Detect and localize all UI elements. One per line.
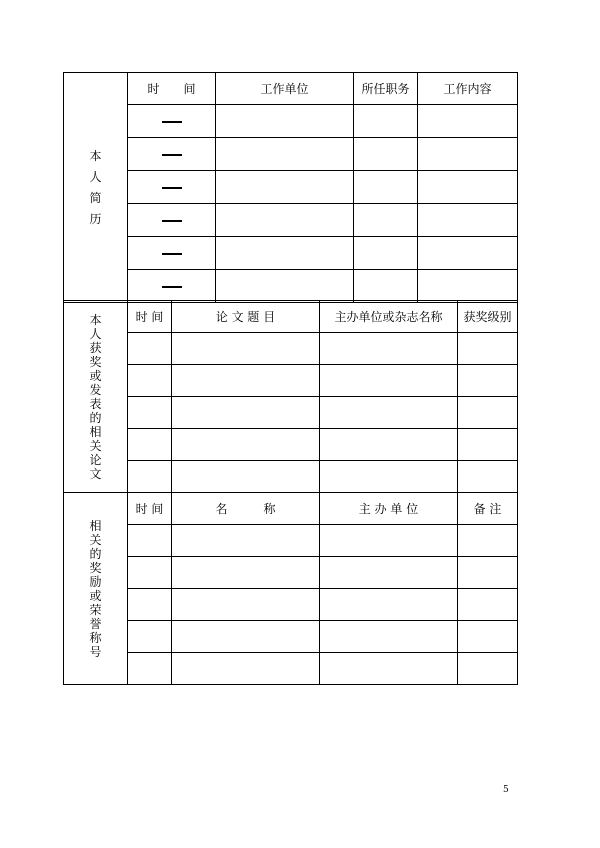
papers-side-char: 或 xyxy=(89,368,102,383)
resume-row xyxy=(64,204,518,237)
resume-header-content: 工作内容 xyxy=(418,73,518,105)
papers-time-cell[interactable] xyxy=(128,461,172,493)
resume-unit-cell[interactable] xyxy=(216,237,354,270)
honors-remark-cell[interactable] xyxy=(458,653,518,685)
resume-time-cell[interactable] xyxy=(128,138,216,171)
papers-organizer-cell[interactable] xyxy=(320,333,458,365)
resume-time-cell[interactable] xyxy=(128,171,216,204)
papers-side-char: 奖 xyxy=(89,354,102,369)
honors-time-cell[interactable] xyxy=(128,589,172,621)
papers-side-char: 文 xyxy=(89,466,102,481)
papers-side-label xyxy=(64,301,128,493)
honors-header-remark: 备 注 xyxy=(458,493,518,525)
resume-header-row xyxy=(64,73,518,105)
honors-header-name: 名 称 xyxy=(172,493,320,525)
resume-side-char: 简 xyxy=(89,191,102,205)
papers-time-cell[interactable] xyxy=(128,429,172,461)
resume-content-cell[interactable] xyxy=(418,237,518,270)
resume-time-dash xyxy=(162,154,182,156)
resume-content-cell[interactable] xyxy=(418,105,518,138)
papers-header-organizer: 主办单位或杂志名称 xyxy=(320,301,458,333)
honors-row xyxy=(64,621,518,653)
papers-level-cell[interactable] xyxy=(458,397,518,429)
papers-side-char: 本 xyxy=(89,312,102,327)
honors-name-cell[interactable] xyxy=(172,653,320,685)
honors-remark-cell[interactable] xyxy=(458,589,518,621)
resume-time-cell[interactable] xyxy=(128,237,216,270)
resume-side-char: 历 xyxy=(89,212,102,226)
honors-remark-cell[interactable] xyxy=(458,621,518,653)
resume-header-unit: 工作单位 xyxy=(216,73,354,105)
papers-side-char: 获 xyxy=(89,340,102,355)
resume-header-position: 所任职务 xyxy=(354,73,418,105)
honors-time-cell[interactable] xyxy=(128,621,172,653)
honors-side-char: 荣 xyxy=(89,602,102,617)
honors-organizer-cell[interactable] xyxy=(320,653,458,685)
honors-time-cell[interactable] xyxy=(128,653,172,685)
resume-side-char: 本 xyxy=(89,149,102,163)
resume-row xyxy=(64,237,518,270)
resume-content-cell[interactable] xyxy=(418,204,518,237)
honors-side-char: 励 xyxy=(89,574,102,589)
honors-header-organizer: 主 办 单 位 xyxy=(320,493,458,525)
honors-row xyxy=(64,653,518,685)
honors-organizer-cell[interactable] xyxy=(320,557,458,589)
resume-position-cell[interactable] xyxy=(354,138,418,171)
resume-row xyxy=(64,105,518,138)
honors-side-label xyxy=(64,493,128,685)
resume-header-time: 时 间 xyxy=(128,73,216,105)
papers-level-cell[interactable] xyxy=(458,333,518,365)
honors-side-char: 的 xyxy=(89,546,102,561)
honors-side-char: 关 xyxy=(89,532,102,547)
papers-organizer-cell[interactable] xyxy=(320,365,458,397)
resume-position-cell[interactable] xyxy=(354,105,418,138)
papers-table xyxy=(63,300,518,493)
resume-time-cell[interactable] xyxy=(128,270,216,303)
resume-position-cell[interactable] xyxy=(354,204,418,237)
papers-side-char: 的 xyxy=(89,410,102,425)
resume-unit-cell[interactable] xyxy=(216,204,354,237)
honors-organizer-cell[interactable] xyxy=(320,525,458,557)
honors-row xyxy=(64,525,518,557)
honors-header-row xyxy=(64,493,518,525)
page-number: 5 xyxy=(503,785,509,795)
honors-name-cell[interactable] xyxy=(172,589,320,621)
resume-unit-cell[interactable] xyxy=(216,171,354,204)
honors-time-cell[interactable] xyxy=(128,525,172,557)
papers-row xyxy=(64,429,518,461)
papers-side-char: 关 xyxy=(89,438,102,453)
resume-time-dash xyxy=(162,121,182,123)
honors-side-char: 奖 xyxy=(89,560,102,575)
resume-time-dash xyxy=(162,253,182,255)
papers-header-row xyxy=(64,301,518,333)
honors-remark-cell[interactable] xyxy=(458,557,518,589)
papers-header-time: 时 间 xyxy=(128,301,172,333)
papers-organizer-cell[interactable] xyxy=(320,397,458,429)
papers-title-cell[interactable] xyxy=(172,461,320,493)
papers-time-cell[interactable] xyxy=(128,333,172,365)
honors-side-char: 号 xyxy=(89,644,102,659)
resume-position-cell[interactable] xyxy=(354,171,418,204)
papers-time-cell[interactable] xyxy=(128,397,172,429)
papers-level-cell[interactable] xyxy=(458,365,518,397)
papers-side-char: 相 xyxy=(89,424,102,439)
resume-position-cell[interactable] xyxy=(354,270,418,303)
papers-side-char: 表 xyxy=(89,396,102,411)
papers-side-char: 发 xyxy=(89,382,102,397)
honors-name-cell[interactable] xyxy=(172,557,320,589)
honors-side-char: 称 xyxy=(89,630,102,645)
honors-side-char: 相 xyxy=(89,518,102,533)
papers-row xyxy=(64,397,518,429)
resume-time-dash xyxy=(162,286,182,288)
resume-unit-cell[interactable] xyxy=(216,270,354,303)
resume-content-cell[interactable] xyxy=(418,171,518,204)
resume-unit-cell[interactable] xyxy=(216,105,354,138)
papers-level-cell[interactable] xyxy=(458,461,518,493)
papers-title-cell[interactable] xyxy=(172,397,320,429)
papers-row xyxy=(64,333,518,365)
papers-title-cell[interactable] xyxy=(172,429,320,461)
resume-side-char: 人 xyxy=(89,170,102,184)
honors-row xyxy=(64,589,518,621)
honors-side-char: 誉 xyxy=(89,616,102,631)
resume-row xyxy=(64,171,518,204)
resume-unit-cell[interactable] xyxy=(216,138,354,171)
resume-row xyxy=(64,270,518,303)
papers-time-cell[interactable] xyxy=(128,365,172,397)
papers-title-cell[interactable] xyxy=(172,333,320,365)
honors-organizer-cell[interactable] xyxy=(320,589,458,621)
papers-row xyxy=(64,365,518,397)
papers-row xyxy=(64,461,518,493)
resume-time-cell[interactable] xyxy=(128,105,216,138)
honors-organizer-cell[interactable] xyxy=(320,621,458,653)
resume-position-cell[interactable] xyxy=(354,237,418,270)
papers-header-title: 论 文 题 目 xyxy=(172,301,320,333)
honors-remark-cell[interactable] xyxy=(458,525,518,557)
papers-organizer-cell[interactable] xyxy=(320,461,458,493)
papers-level-cell[interactable] xyxy=(458,429,518,461)
honors-time-cell[interactable] xyxy=(128,557,172,589)
honors-row xyxy=(64,557,518,589)
resume-content-cell[interactable] xyxy=(418,138,518,171)
honors-header-time: 时 间 xyxy=(128,493,172,525)
resume-row xyxy=(64,138,518,171)
resume-time-dash xyxy=(162,187,182,189)
honors-side-char: 或 xyxy=(89,588,102,603)
resume-content-cell[interactable] xyxy=(418,270,518,303)
papers-header-level: 获奖级别 xyxy=(458,301,518,333)
honors-name-cell[interactable] xyxy=(172,621,320,653)
resume-side-label xyxy=(64,73,128,303)
honors-table xyxy=(63,492,518,685)
papers-side-char: 论 xyxy=(89,452,102,467)
papers-side-char: 人 xyxy=(89,326,102,341)
resume-time-cell[interactable] xyxy=(128,204,216,237)
papers-organizer-cell[interactable] xyxy=(320,429,458,461)
honors-name-cell[interactable] xyxy=(172,525,320,557)
resume-time-dash xyxy=(162,220,182,222)
papers-title-cell[interactable] xyxy=(172,365,320,397)
resume-table xyxy=(63,72,518,303)
